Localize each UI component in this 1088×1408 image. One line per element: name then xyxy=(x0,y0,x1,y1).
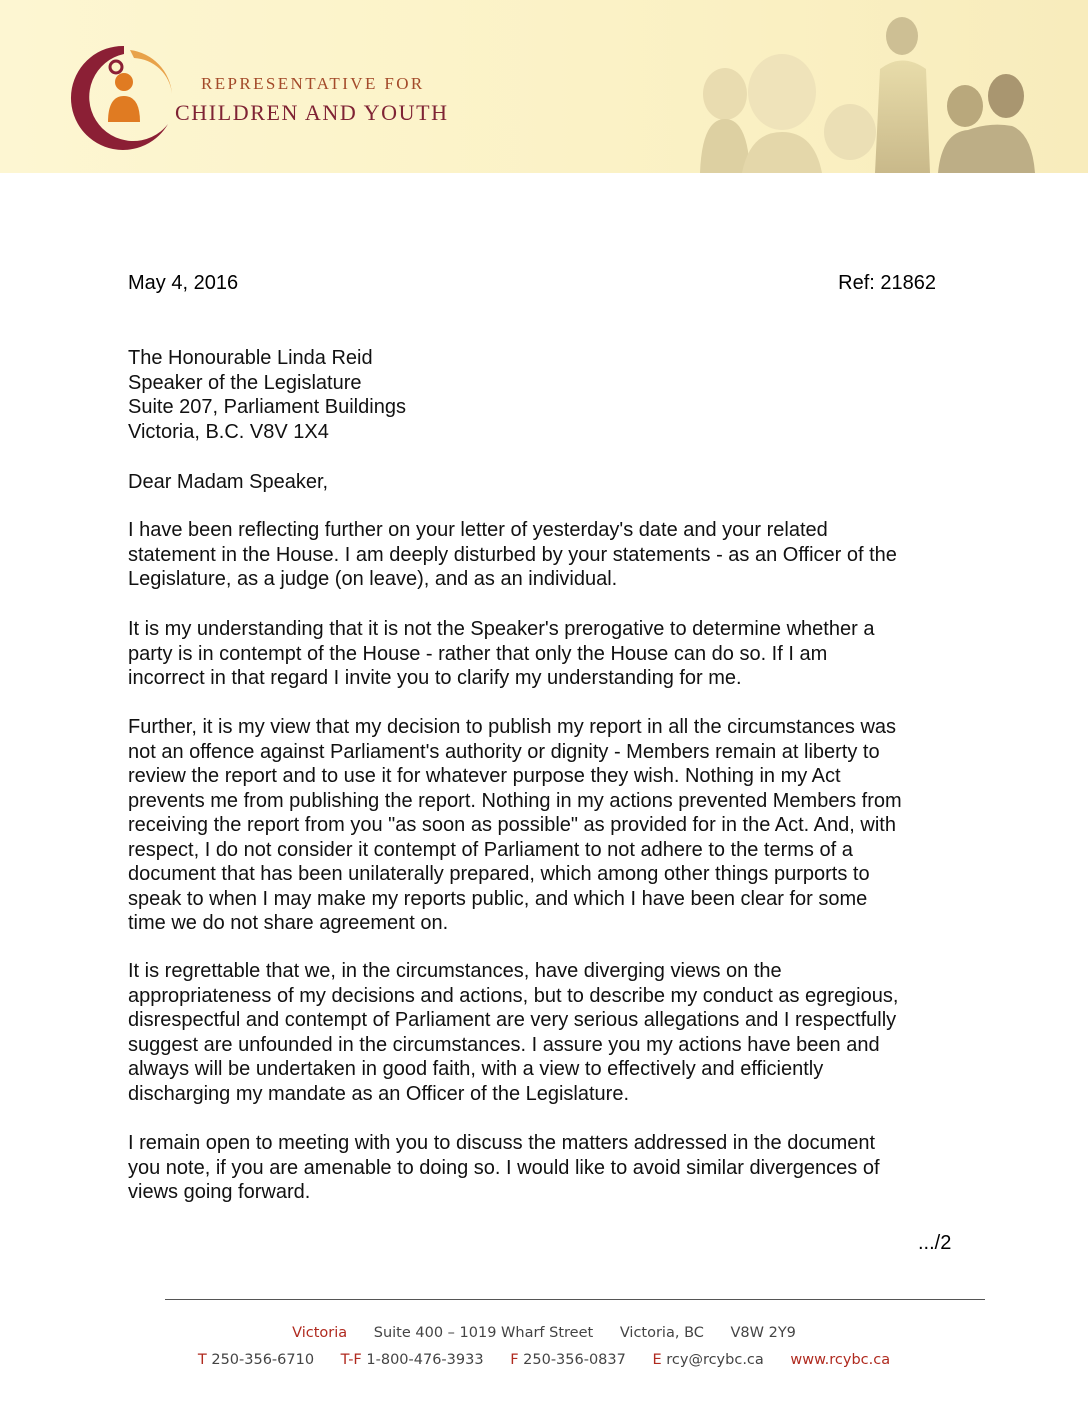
paragraph-3 xyxy=(128,715,968,936)
footer-postal-code: V8W 2Y9 xyxy=(730,1325,796,1341)
paragraph-2 xyxy=(128,617,968,691)
text-line: party is in contempt of the House - rather that only the House can do so. If I am xyxy=(128,642,828,665)
footer-contacts xyxy=(0,1352,1088,1368)
paragraph-1 xyxy=(128,518,968,592)
text-line: you note, if you are amenable to doing so. I would like to avoid similar divergences of xyxy=(128,1156,880,1179)
address-line: Speaker of the Legislature xyxy=(128,371,362,394)
text-line: It is my understanding that it is not the Speaker's prerogative to determine whether a xyxy=(128,618,875,640)
text-line: review the report and to use it for whatever purpose they wish. Nothing in my Act xyxy=(128,765,841,787)
text-line: time we do not share agreement on. xyxy=(128,912,449,934)
salutation: Dear Madam Speaker, xyxy=(128,471,329,493)
text-line: discharging my mandate as an Officer of the Legislature. xyxy=(128,1082,630,1105)
footer-street: Suite 400 – 1019 Wharf Street xyxy=(373,1325,594,1341)
org-name-line1: REPRESENTATIVE FOR xyxy=(201,74,425,93)
footer-address xyxy=(0,1325,1088,1341)
phone-number: 250-356-6710 xyxy=(211,1352,315,1368)
text-line: incorrect in that regard I invite you to clarify my understanding for me. xyxy=(128,667,742,689)
paragraph-4 xyxy=(128,959,968,1106)
org-name-line2: CHILDREN AND YOUTH xyxy=(175,100,449,125)
recipient-address xyxy=(128,346,968,444)
text-line: prevents me from publishing the report. Nothing in my actions prevented Members from xyxy=(128,789,902,812)
email-link[interactable]: rcy@rcybc.ca xyxy=(666,1352,764,1368)
website-link[interactable]: www.rcybc.ca xyxy=(790,1352,891,1368)
text-line: receiving the report from you "as soon as possible" as provided for in the Act. And, with xyxy=(128,814,896,836)
text-line: views going forward. xyxy=(128,1181,311,1203)
text-line: It is regrettable that we, in the circumstances, have diverging views on the xyxy=(128,960,782,982)
tollfree-number: 1-800-476-3933 xyxy=(366,1352,484,1368)
tollfree-label: T-F xyxy=(340,1352,362,1368)
letterhead-banner xyxy=(0,0,1088,173)
footer-city: Victoria xyxy=(292,1325,348,1341)
text-line: I have been reflecting further on your letter of yesterday's date and your related xyxy=(128,519,828,541)
text-line: disrespectful and contempt of Parliament are very serious allegations and I respectfully xyxy=(128,1009,897,1031)
address-line: Victoria, B.C. V8V 1X4 xyxy=(128,420,329,443)
page-continuation-marker: .../2 xyxy=(918,1232,952,1254)
text-line: statement in the House. I am deeply disturbed by your statements - as an Officer of the xyxy=(128,543,897,566)
footer-city-province: Victoria, BC xyxy=(619,1325,704,1341)
letter-date: May 4, 2016 xyxy=(128,272,239,294)
text-line: I remain open to meeting with you to discuss the matters addressed in the document xyxy=(128,1132,876,1154)
text-line: speak to when I may make my reports public, and which I have been clear for some xyxy=(128,887,868,910)
children-photo-strip-icon xyxy=(690,14,1035,173)
text-line: suggest are unfounded in the circumstances. I assure you my actions have been and xyxy=(128,1033,880,1056)
text-line: appropriateness of my decisions and actions, but to describe my conduct as egregious, xyxy=(128,984,899,1007)
reference-number: Ref: 21862 xyxy=(838,272,936,294)
footer-divider xyxy=(165,1299,985,1300)
phone-label: T xyxy=(197,1352,207,1368)
text-line: always will be undertaken in good faith, with a view to effectively and efficiently xyxy=(128,1058,824,1080)
address-line: The Honourable Linda Reid xyxy=(128,347,373,369)
text-line: Legislature, as a judge (on leave), and as an individual. xyxy=(128,568,618,590)
text-line: not an offence against Parliament's authority or dignity - Members remain at liberty to xyxy=(128,740,880,763)
text-line: document that has been unilaterally prepared, which among other things purports to xyxy=(128,863,870,885)
text-line: Further, it is my view that my decision to publish my report in all the circumstances was xyxy=(128,716,897,738)
fax-number: 250-356-0837 xyxy=(523,1352,626,1368)
text-line: respect, I do not consider it contempt of Parliament to not adhere to the terms of a xyxy=(128,838,853,861)
fax-label: F xyxy=(510,1352,519,1368)
paragraph-5 xyxy=(128,1131,968,1205)
address-line: Suite 207, Parliament Buildings xyxy=(128,396,406,418)
rcy-logo-icon xyxy=(64,40,184,152)
email-label: E xyxy=(652,1352,662,1368)
